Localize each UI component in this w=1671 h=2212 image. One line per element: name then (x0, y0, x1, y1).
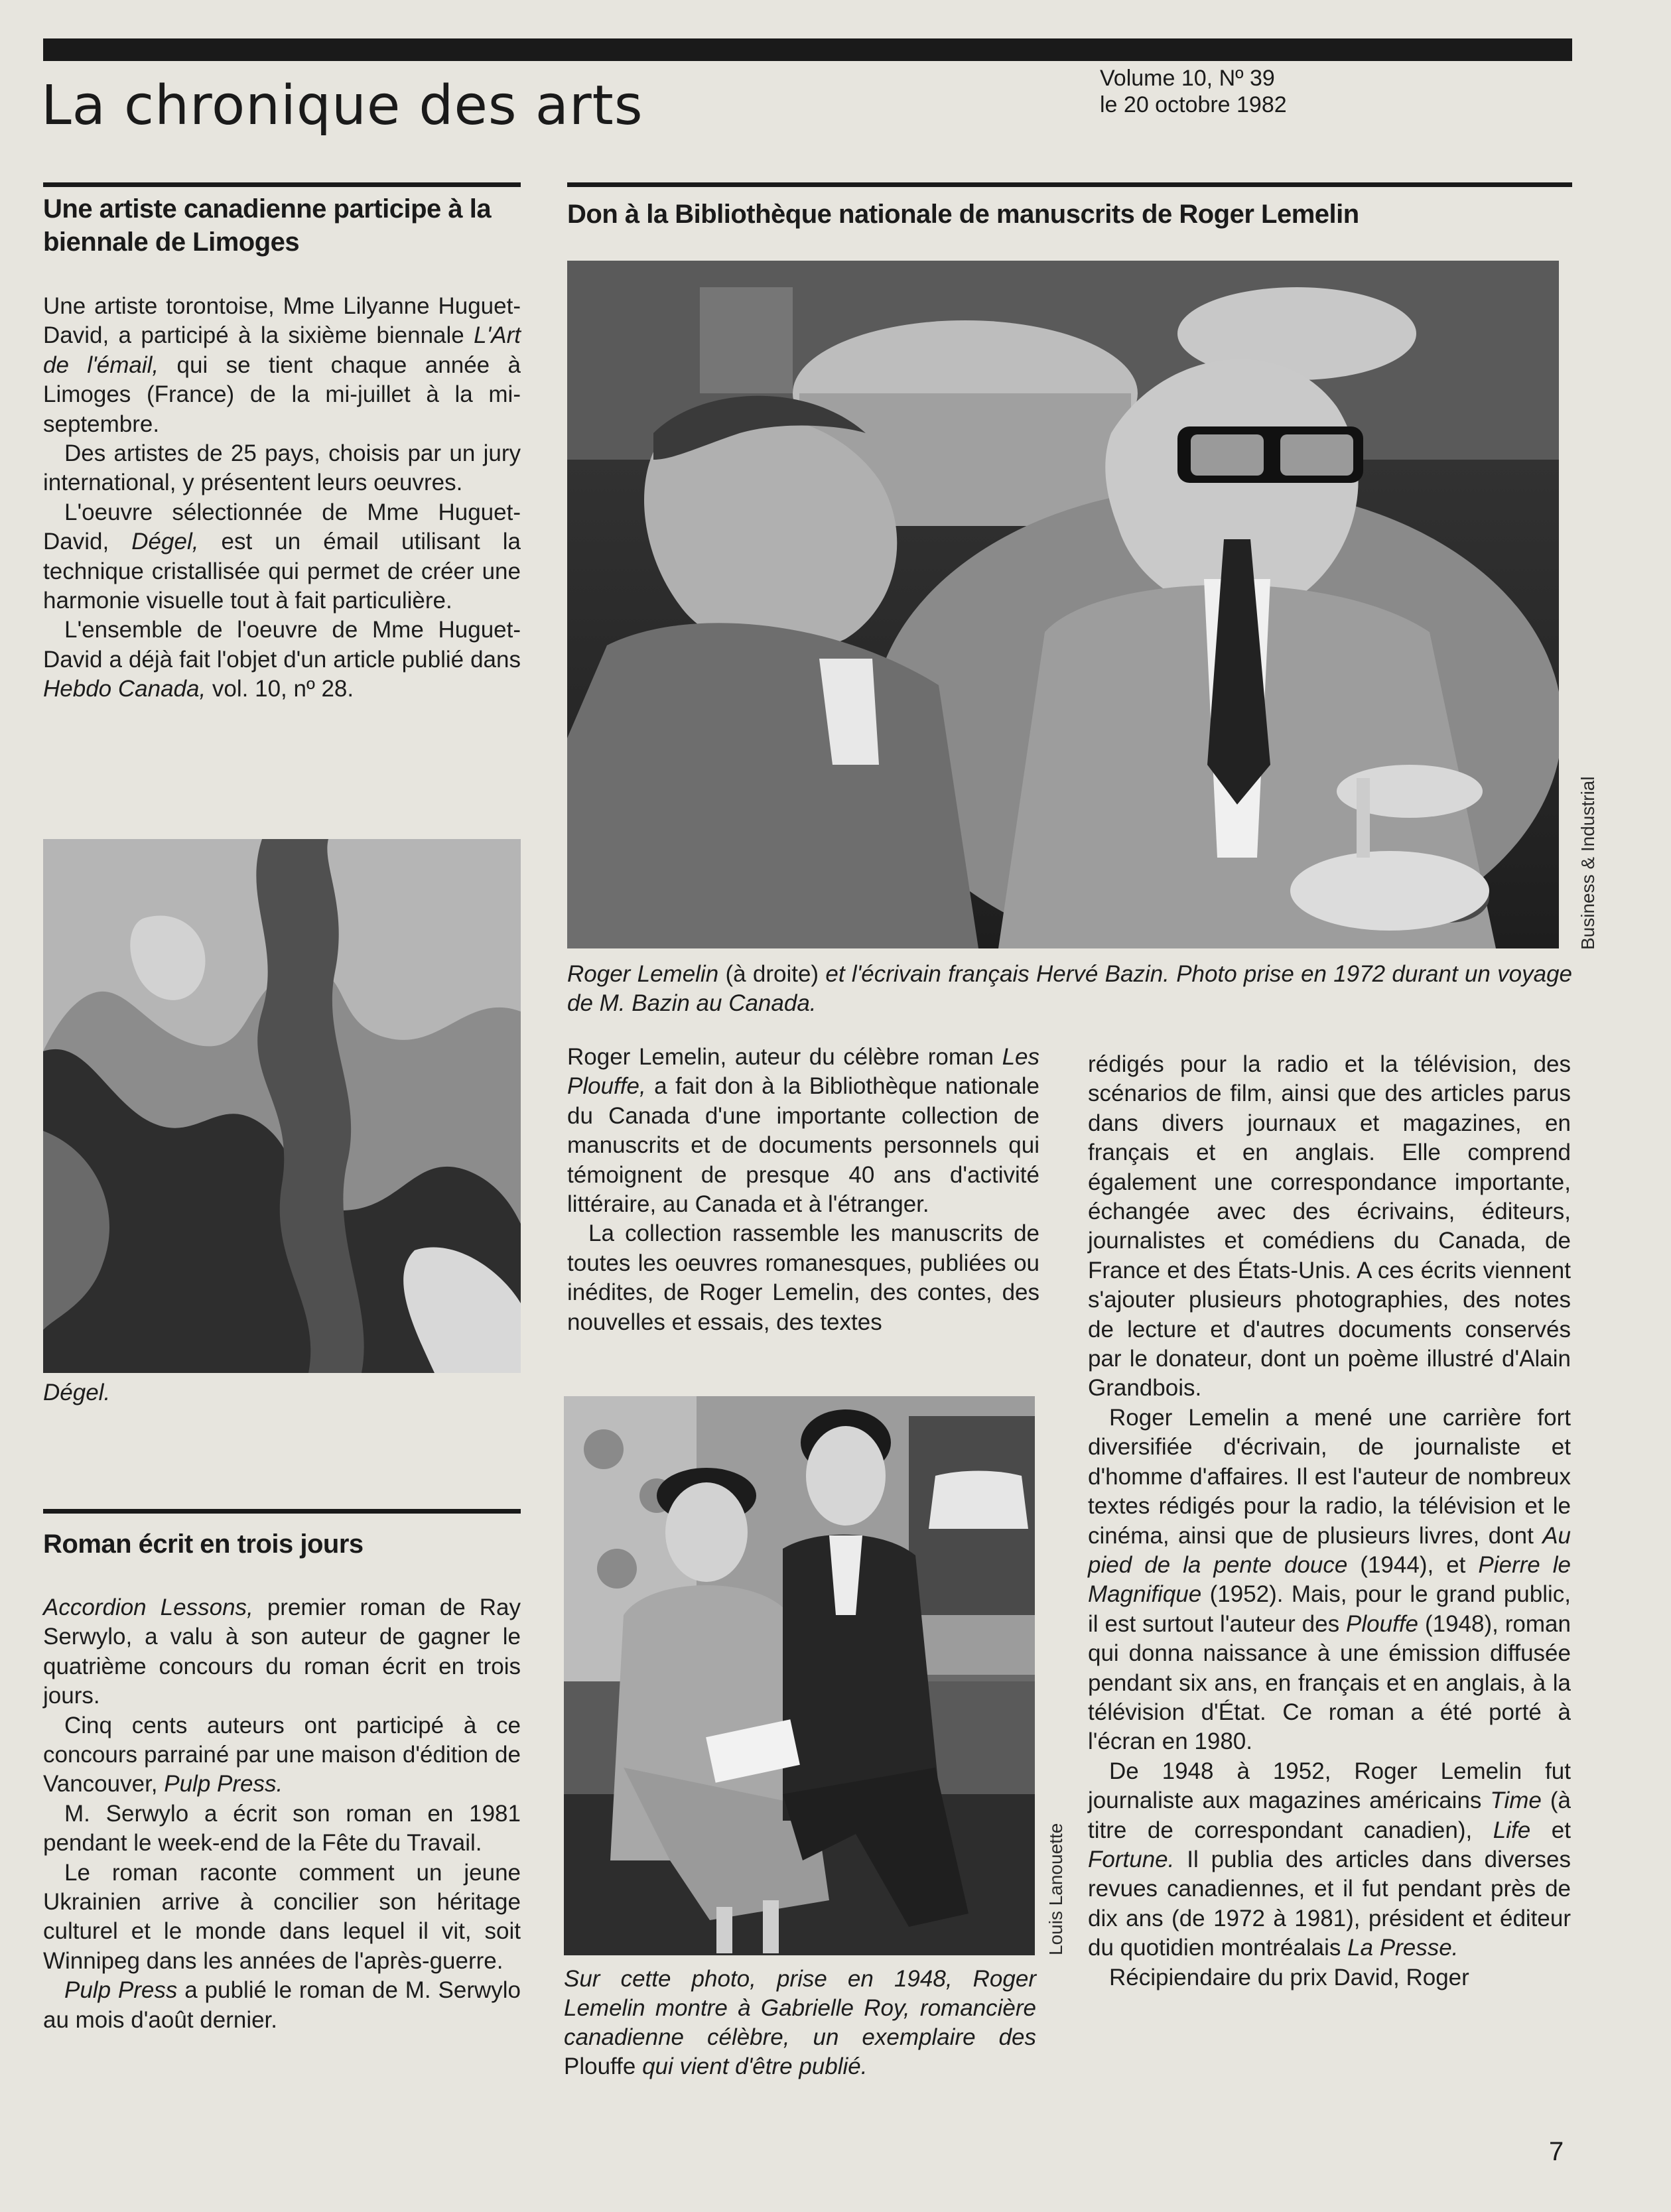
paragraph: Des artistes de 25 pays, choisis par un jury international, y présentent leurs oeuvres. (43, 440, 521, 496)
issue-date: le 20 octobre 1982 (1100, 92, 1287, 117)
headline-roman: Roman écrit en trois jours (43, 1529, 364, 1559)
article-limoges-body (43, 292, 521, 704)
paragraph: Accordion Lessons, premier roman de Ray Serwylo, a valu à son auteur de gagner le quatrième concours du roman écrit en trois jours. (43, 1594, 521, 1709)
photo1-credit: Business & Industrial (1577, 776, 1598, 950)
column-rule (567, 182, 1572, 187)
lemelin-roy-photo (564, 1396, 1035, 1955)
photo2-credit: Louis Lanouette (1045, 1823, 1066, 1955)
paragraph: Récipiendaire du prix David, Roger (1109, 1964, 1469, 1990)
column-rule (43, 182, 521, 187)
paragraph: De 1948 à 1952, Roger Lemelin fut journaliste aux magazines américains Time (à titre de correspondant canadien), Life et Fortune. Il publia des articles dans diverses revues canadiennes, et il fut pendant près de dix ans (de 1972 à 1981), président et éditeur du quotidien montréalais La Presse. (1088, 1758, 1571, 1961)
photo2-caption: Sur cette photo, prise en 1948, Roger Lemelin montre à Gabrielle Roy, romancière canadienne célèbre, un exemplaire des Plouffe qui vient d'être publié. (564, 1966, 1036, 2079)
paragraph: Pulp Press a publié le roman de M. Serwylo au mois d'août dernier. (43, 1977, 521, 2033)
paragraph: La collection rassemble les manuscrits de toutes les oeuvres romanesques, publiées ou inédites, de Roger Lemelin, des contes, des nouvelles et essais, des textes (567, 1220, 1039, 1335)
photo1-caption: Roger Lemelin (à droite) et l'écrivain français Hervé Bazin. Photo prise en 1972 durant un voyage de M. Bazin au Canada. (567, 961, 1573, 1016)
top-bar (43, 38, 1572, 61)
lemelin-column-2 (1088, 1050, 1571, 1992)
lemelin-bazin-photo (567, 261, 1559, 948)
lemelin-column-1 (567, 1043, 1039, 1337)
paragraph: L'ensemble de l'oeuvre de Mme Huguet-David a déjà fait l'objet d'un article publié dans Hebdo Canada, vol. 10, nº 28. (43, 617, 521, 702)
paragraph: M. Serwylo a écrit son roman en 1981 pendant le week-end de la Fête du Travail. (43, 1800, 521, 1856)
paragraph: L'oeuvre sélectionnée de Mme Huguet-David, Dégel, est un émail utilisant la technique cristallisée qui permet de créer une harmonie visuelle tout à fait particulière. (43, 499, 521, 614)
masthead-title: La chronique des arts (41, 74, 643, 137)
article-roman-body (43, 1593, 521, 2035)
paragraph: Roger Lemelin a mené une carrière fort diversifiée d'écrivain, de journaliste et d'homme d'affaires. Il est l'auteur de nombreux textes rédigés pour la radio, la télévision et le cinéma, ainsi que de plusieurs livres, dont Au pied de la pente douce (1944), et Pierre le Magnifique (1952). Mais, pour le grand public, il est surtout l'auteur des Plouffe (1948), roman qui donna naissance à une émission diffusée pendant six ans, en français et en anglais, à la télévision d'État. Ce roman a été porté à l'écran en 1980. (1088, 1404, 1571, 1755)
column-rule (43, 1509, 521, 1514)
degel-artwork-image (43, 839, 521, 1373)
paragraph: Roger Lemelin, auteur du célèbre roman Les Plouffe, a fait don à la Bibliothèque nationale du Canada d'une importante collection de manuscrits et de documents personnels qui témoignent de presque 40 ans d'activité littéraire, au Canada et à l'étranger. (567, 1044, 1039, 1218)
degel-caption: Dégel. (43, 1380, 111, 1405)
paragraph: Le roman raconte comment un jeune Ukrainien arrive à concilier son héritage culturel et le monde dans lequel il vit, soit Winnipeg dans les années de l'après-guerre. (43, 1859, 521, 1974)
page-number: 7 (1549, 2137, 1564, 2166)
issue-info (1100, 65, 1287, 118)
paragraph: Cinq cents auteurs ont participé à ce concours parrainé par une maison d'édition de Vancouver, Pulp Press. (43, 1712, 521, 1797)
volume-number: Volume 10, Nº 39 (1100, 66, 1275, 91)
headline-limoges: Une artiste canadienne participe à la biennale de Limoges (43, 194, 492, 257)
headline-lemelin: Don à la Bibliothèque nationale de manuscrits de Roger Lemelin (567, 200, 1359, 229)
paragraph: rédigés pour la radio et la télévision, des scénarios de film, ainsi que des articles parus dans divers journaux et magazines, en français et en anglais. Elle comprend également une correspondance importante, échangée avec des écrivains, éditeurs, journalistes et comédiens du Canada, de France et des États-Unis. A ces écrits viennent s'ajouter plusieurs photographies, des notes de lecture et d'autres documents conservés par le donateur, dont un poème illustré d'Alain Grandbois. (1088, 1051, 1571, 1401)
paragraph: Une artiste torontoise, Mme Lilyanne Huguet-David, a participé à la sixième biennale L'Art de l'émail, qui se tient chaque année à Limoges (France) de la mi-juillet à la mi-septembre. (43, 293, 521, 437)
